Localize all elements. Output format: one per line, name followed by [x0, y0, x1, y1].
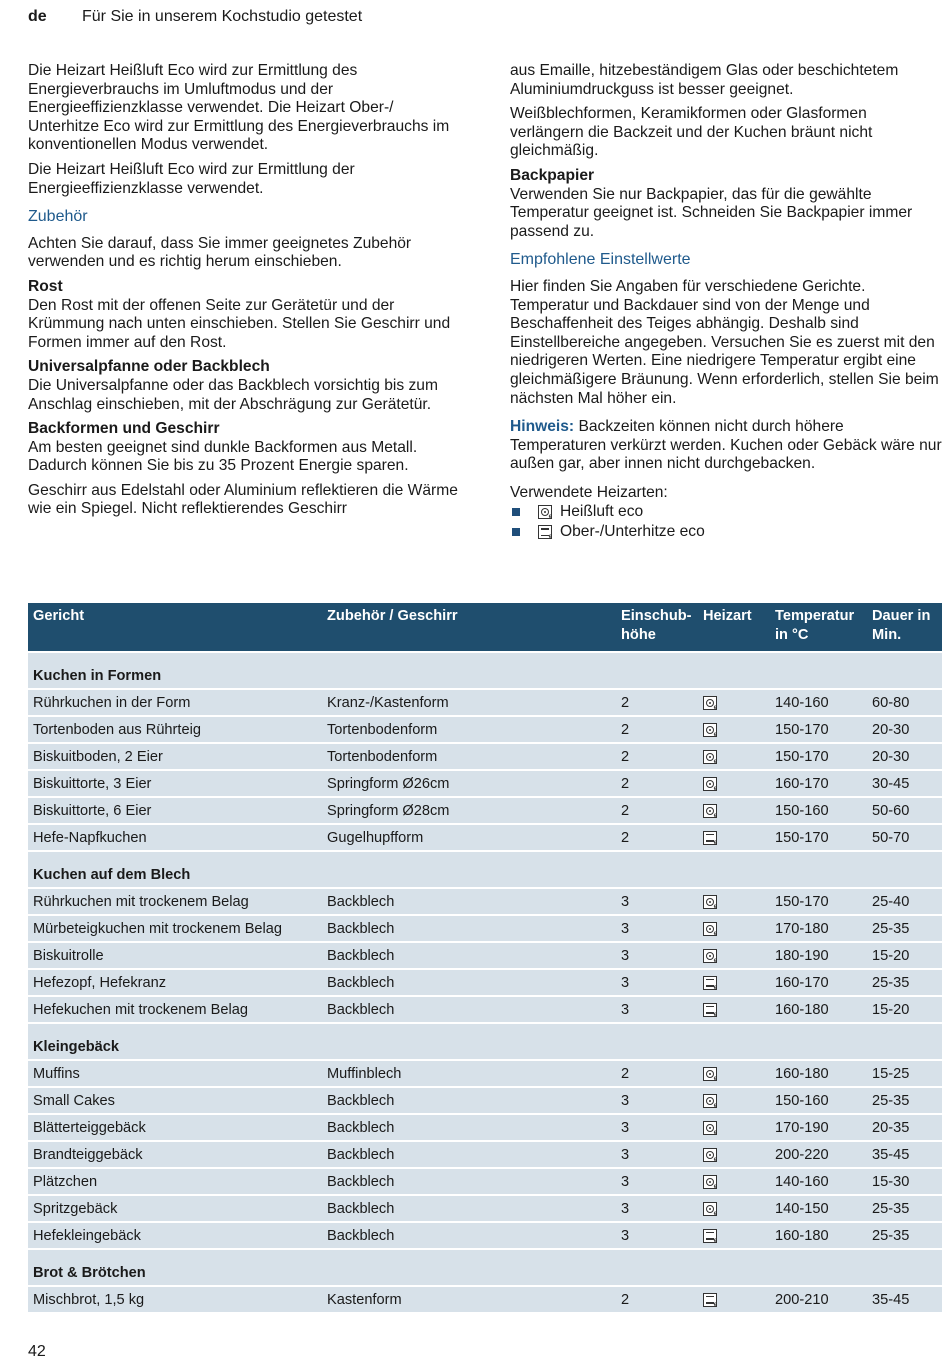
top-bottom-heat-eco-icon: e [703, 976, 717, 990]
cell-temperatur: 160-180 [770, 1222, 867, 1249]
cell-zubehoer: Springform Ø28cm [322, 797, 616, 824]
col-header-heizart: Heizart [698, 603, 770, 652]
group-title: Kuchen in Formen [28, 652, 942, 689]
col-header-temperatur: Temperatur in °C [770, 603, 867, 652]
cell-dauer: 25-35 [867, 1222, 942, 1249]
table-row [28, 888, 942, 915]
table-row [28, 770, 942, 797]
hot-air-eco-icon: e [703, 1067, 717, 1081]
table-row [28, 743, 942, 770]
cell-gericht: Plätzchen [28, 1168, 322, 1195]
cell-zubehoer: Kastenform [322, 1286, 616, 1312]
table-group-row [28, 851, 942, 888]
group-title: Kleingebäck [28, 1023, 942, 1060]
cell-heizart [698, 996, 770, 1023]
cell-zubehoer: Backblech [322, 996, 616, 1023]
cell-einschubhoehe: 3 [616, 1141, 698, 1168]
cell-zubehoer: Backblech [322, 1087, 616, 1114]
cell-heizart [698, 1087, 770, 1114]
cell-heizart [698, 1168, 770, 1195]
table-row [28, 1286, 942, 1312]
cell-zubehoer: Tortenbodenform [322, 716, 616, 743]
table-row [28, 716, 942, 743]
hot-air-eco-icon: e [703, 895, 717, 909]
cell-zubehoer: Backblech [322, 915, 616, 942]
list-item [510, 502, 942, 522]
cell-gericht: Mürbeteigkuchen mit trockenem Belag [28, 915, 322, 942]
cell-einschubhoehe: 3 [616, 1168, 698, 1195]
cell-temperatur: 150-160 [770, 797, 867, 824]
table-row [28, 1087, 942, 1114]
paragraph-geschirr-cont: aus Emaille, hitzebeständigem Glas oder beschichtetem Aluminiumdruckguss ist besser geeignet. [510, 62, 899, 98]
list-item [510, 522, 942, 542]
hot-air-eco-icon: e [538, 505, 552, 519]
paragraph-empfohlene: Hier finden Sie Angaben für verschiedene Gerichte. Temperatur und Backdauer sind von der Menge und Beschaffenheit des Teiges abhängig. Deshalb sind Einstellbereiche angegeben. Versuchen Sie es zuerst mit den niedrigeren Werten. Eine niedrigere Temperatur ergibt eine gleichmäßigere Bräunung. Wenn erforderlich, stellen Sie beim nächsten Mal höher ein. [510, 277, 939, 407]
paragraph-zubehoer: Achten Sie darauf, dass Sie immer geeignetes Zubehör verwenden und es richtig herum einschieben. [28, 234, 412, 271]
cell-zubehoer: Backblech [322, 942, 616, 969]
heading-zubehoer: Zubehör [28, 208, 88, 226]
cell-heizart [698, 888, 770, 915]
cell-temperatur: 160-170 [770, 770, 867, 797]
page-number: 42 [28, 1343, 46, 1360]
cell-heizart [698, 797, 770, 824]
hot-air-eco-icon: e [703, 949, 717, 963]
cell-einschubhoehe: 2 [616, 689, 698, 716]
cell-dauer: 25-40 [867, 888, 942, 915]
cell-gericht: Tortenboden aus Rührteig [28, 716, 322, 743]
cell-temperatur: 150-170 [770, 824, 867, 851]
cell-gericht: Rührkuchen in der Form [28, 689, 322, 716]
cell-heizart [698, 770, 770, 797]
cell-einschubhoehe: 3 [616, 1087, 698, 1114]
hot-air-eco-icon: e [703, 922, 717, 936]
cell-temperatur: 180-190 [770, 942, 867, 969]
table-row [28, 969, 942, 996]
language-code: de [28, 8, 47, 25]
table-row [28, 1195, 942, 1222]
cell-temperatur: 150-170 [770, 743, 867, 770]
heading-backpapier: Backpapier [510, 166, 595, 184]
cell-zubehoer: Backblech [322, 1141, 616, 1168]
cell-gericht: Biskuittorte, 3 Eier [28, 770, 322, 797]
cell-gericht: Biskuitboden, 2 Eier [28, 743, 322, 770]
cell-dauer: 20-30 [867, 743, 942, 770]
cell-dauer: 25-35 [867, 915, 942, 942]
table-group-row [28, 1249, 942, 1286]
cell-heizart [698, 1141, 770, 1168]
left-column [28, 62, 458, 525]
table-row [28, 1222, 942, 1249]
top-bottom-heat-eco-icon: e [703, 831, 717, 845]
cell-heizart [698, 1114, 770, 1141]
cell-einschubhoehe: 2 [616, 770, 698, 797]
cell-heizart [698, 824, 770, 851]
cell-gericht: Hefezopf, Hefekranz [28, 969, 322, 996]
top-bottom-heat-eco-icon: e [703, 1293, 717, 1307]
hot-air-eco-icon: e [703, 1202, 717, 1216]
hot-air-eco-icon: e [703, 777, 717, 791]
cell-dauer: 25-35 [867, 1087, 942, 1114]
cell-einschubhoehe: 3 [616, 1195, 698, 1222]
group-title: Brot & Brötchen [28, 1249, 942, 1286]
hot-air-eco-icon: e [703, 1148, 717, 1162]
paragraph-heissluft-eco: Die Heizart Heißluft Eco wird zur Ermittlung des Energieverbrauchs im Umluftmodus und der Energieeffizienzklasse verwendet. Die Heizart Ober-/ Unterhitze Eco wird zur Ermittlung des Energieverbrauchs im konventionellen Modus verwendet. [28, 62, 450, 154]
table-row [28, 689, 942, 716]
cell-dauer: 25-35 [867, 969, 942, 996]
cell-heizart [698, 716, 770, 743]
table-row [28, 797, 942, 824]
hinweis-text: Backzeiten können nicht durch höhere Temperaturen verkürzt werden. Kuchen oder Gebäck wäre nur außen gar, aber innen nicht durchgebacken. [510, 418, 942, 473]
cell-temperatur: 140-160 [770, 689, 867, 716]
cell-gericht: Blätterteiggebäck [28, 1114, 322, 1141]
cell-zubehoer: Tortenbodenform [322, 743, 616, 770]
cell-dauer: 20-35 [867, 1114, 942, 1141]
cell-temperatur: 140-160 [770, 1168, 867, 1195]
cell-einschubhoehe: 3 [616, 1222, 698, 1249]
hot-air-eco-icon: e [703, 1094, 717, 1108]
cell-dauer: 15-20 [867, 942, 942, 969]
cell-temperatur: 160-170 [770, 969, 867, 996]
hot-air-eco-icon: e [703, 750, 717, 764]
cell-dauer: 50-60 [867, 797, 942, 824]
bullet-icon [512, 508, 520, 516]
table-row [28, 1060, 942, 1087]
heizarten-label: Verwendete Heizarten: [510, 483, 668, 501]
top-bottom-heat-eco-icon: e [538, 525, 552, 539]
cell-gericht: Biskuitrolle [28, 942, 322, 969]
paragraph-universalpfanne: Die Universalpfanne oder das Backblech vorsichtig bis zum Anschlag einschieben, mit der Abschrägung zur Gerätetür. [28, 376, 438, 413]
cell-einschubhoehe: 3 [616, 942, 698, 969]
cell-temperatur: 140-150 [770, 1195, 867, 1222]
bullet-icon [512, 528, 520, 536]
cell-zubehoer: Backblech [322, 1114, 616, 1141]
cell-einschubhoehe: 3 [616, 1114, 698, 1141]
cell-temperatur: 160-180 [770, 1060, 867, 1087]
cell-heizart [698, 1286, 770, 1312]
cell-gericht: Hefekleingebäck [28, 1222, 322, 1249]
cell-dauer: 25-35 [867, 1195, 942, 1222]
cell-einschubhoehe: 3 [616, 996, 698, 1023]
cell-gericht: Hefe-Napfkuchen [28, 824, 322, 851]
group-title: Kuchen auf dem Blech [28, 851, 942, 888]
cell-temperatur: 160-180 [770, 996, 867, 1023]
cell-zubehoer: Backblech [322, 969, 616, 996]
cell-gericht: Brandteiggebäck [28, 1141, 322, 1168]
cell-heizart [698, 1222, 770, 1249]
col-header-gericht: Gericht [28, 603, 322, 652]
cell-heizart [698, 942, 770, 969]
cell-heizart [698, 743, 770, 770]
hot-air-eco-icon: e [703, 1121, 717, 1135]
cell-dauer: 35-45 [867, 1286, 942, 1312]
heizart-label: Heißluft eco [560, 503, 644, 521]
table-row [28, 942, 942, 969]
hot-air-eco-icon: e [703, 696, 717, 710]
top-bottom-heat-eco-icon: e [703, 1003, 717, 1017]
cell-zubehoer: Backblech [322, 888, 616, 915]
table-row [28, 1114, 942, 1141]
cell-zubehoer: Backblech [322, 1195, 616, 1222]
paragraph-geschirr: Geschirr aus Edelstahl oder Aluminium reflektieren die Wärme wie ein Spiegel. Nicht reflektierendes Geschirr [28, 481, 458, 518]
section-title: Für Sie in unserem Kochstudio getestet [82, 8, 363, 25]
hinweis-label: Hinweis: [510, 418, 575, 436]
hot-air-eco-icon: e [703, 1175, 717, 1189]
cell-heizart [698, 1195, 770, 1222]
cell-einschubhoehe: 3 [616, 915, 698, 942]
cell-dauer: 35-45 [867, 1141, 942, 1168]
cell-einschubhoehe: 2 [616, 743, 698, 770]
cell-einschubhoehe: 2 [616, 797, 698, 824]
paragraph-weissblech: Weißblechformen, Keramikformen oder Glasformen verlängern die Backzeit und der Kuchen bräunt nicht gleichmäßig. [510, 105, 873, 160]
heading-empfohlene-einstellwerte: Empfohlene Einstellwerte [510, 251, 691, 269]
paragraph-backpapier: Verwenden Sie nur Backpapier, das für die gewählte Temperatur geeignet ist. Schneiden Sie Backpapier immer passend zu. [510, 185, 913, 240]
cell-einschubhoehe: 3 [616, 888, 698, 915]
top-bottom-heat-eco-icon: e [703, 1229, 717, 1243]
cell-heizart [698, 969, 770, 996]
cell-dauer: 50-70 [867, 824, 942, 851]
cell-temperatur: 170-190 [770, 1114, 867, 1141]
heading-backformen: Backformen und Geschirr [28, 420, 220, 438]
cell-temperatur: 170-180 [770, 915, 867, 942]
paragraph-rost: Den Rost mit der offenen Seite zur Gerätetür und der Krümmung nach unten einschieben. Stellen Sie Geschirr und Formen immer auf den Rost. [28, 296, 451, 351]
cell-dauer: 20-30 [867, 716, 942, 743]
cell-gericht: Biskuittorte, 6 Eier [28, 797, 322, 824]
cell-dauer: 60-80 [867, 689, 942, 716]
cell-gericht: Hefekuchen mit trockenem Belag [28, 996, 322, 1023]
cell-zubehoer: Backblech [322, 1222, 616, 1249]
cell-dauer: 15-25 [867, 1060, 942, 1087]
heizart-label: Ober-/Unterhitze eco [560, 523, 705, 541]
paragraph-energy-class: Die Heizart Heißluft Eco wird zur Ermittlung der Energieeffizienzklasse verwendet. [28, 160, 355, 197]
paragraph-backformen: Am besten geeignet sind dunkle Backformen aus Metall. Dadurch können Sie bis zu 35 Prozent Energie sparen. [28, 438, 418, 475]
cell-temperatur: 150-170 [770, 888, 867, 915]
table-row [28, 915, 942, 942]
heading-universalpfanne: Universalpfanne oder Backblech [28, 358, 270, 376]
cell-gericht: Spritzgebäck [28, 1195, 322, 1222]
cell-einschubhoehe: 2 [616, 1286, 698, 1312]
col-header-dauer: Dauer in Min. [867, 603, 942, 652]
cell-zubehoer: Springform Ø26cm [322, 770, 616, 797]
note-hinweis [510, 418, 942, 474]
hot-air-eco-icon: e [703, 804, 717, 818]
cell-temperatur: 200-210 [770, 1286, 867, 1312]
page-header [28, 8, 928, 26]
cell-heizart [698, 689, 770, 716]
cell-zubehoer: Backblech [322, 1168, 616, 1195]
cell-heizart [698, 1060, 770, 1087]
cell-einschubhoehe: 3 [616, 969, 698, 996]
table-header-row [28, 603, 942, 652]
cell-gericht: Muffins [28, 1060, 322, 1087]
cell-heizart [698, 915, 770, 942]
cell-einschubhoehe: 2 [616, 1060, 698, 1087]
cell-dauer: 15-30 [867, 1168, 942, 1195]
right-column [510, 62, 942, 542]
cell-temperatur: 150-170 [770, 716, 867, 743]
table-group-row [28, 652, 942, 689]
cell-dauer: 15-20 [867, 996, 942, 1023]
table-row [28, 1168, 942, 1195]
table-group-row [28, 1023, 942, 1060]
table-row [28, 996, 942, 1023]
recommended-settings-table [28, 603, 942, 1312]
cell-zubehoer: Muffinblech [322, 1060, 616, 1087]
table-row [28, 824, 942, 851]
cell-temperatur: 200-220 [770, 1141, 867, 1168]
hot-air-eco-icon: e [703, 723, 717, 737]
cell-gericht: Rührkuchen mit trockenem Belag [28, 888, 322, 915]
table-body [28, 652, 942, 1312]
col-header-zubehoer: Zubehör / Geschirr [322, 603, 616, 652]
table-row [28, 1141, 942, 1168]
cell-einschubhoehe: 2 [616, 824, 698, 851]
cell-gericht: Small Cakes [28, 1087, 322, 1114]
col-header-einschubhoehe: Einschub- höhe [616, 603, 698, 652]
cell-temperatur: 150-160 [770, 1087, 867, 1114]
cell-zubehoer: Kranz-/Kastenform [322, 689, 616, 716]
cell-einschubhoehe: 2 [616, 716, 698, 743]
heizarten-list [510, 502, 942, 542]
cell-zubehoer: Gugelhupfform [322, 824, 616, 851]
cell-gericht: Mischbrot, 1,5 kg [28, 1286, 322, 1312]
heading-rost: Rost [28, 277, 63, 295]
cell-dauer: 30-45 [867, 770, 942, 797]
